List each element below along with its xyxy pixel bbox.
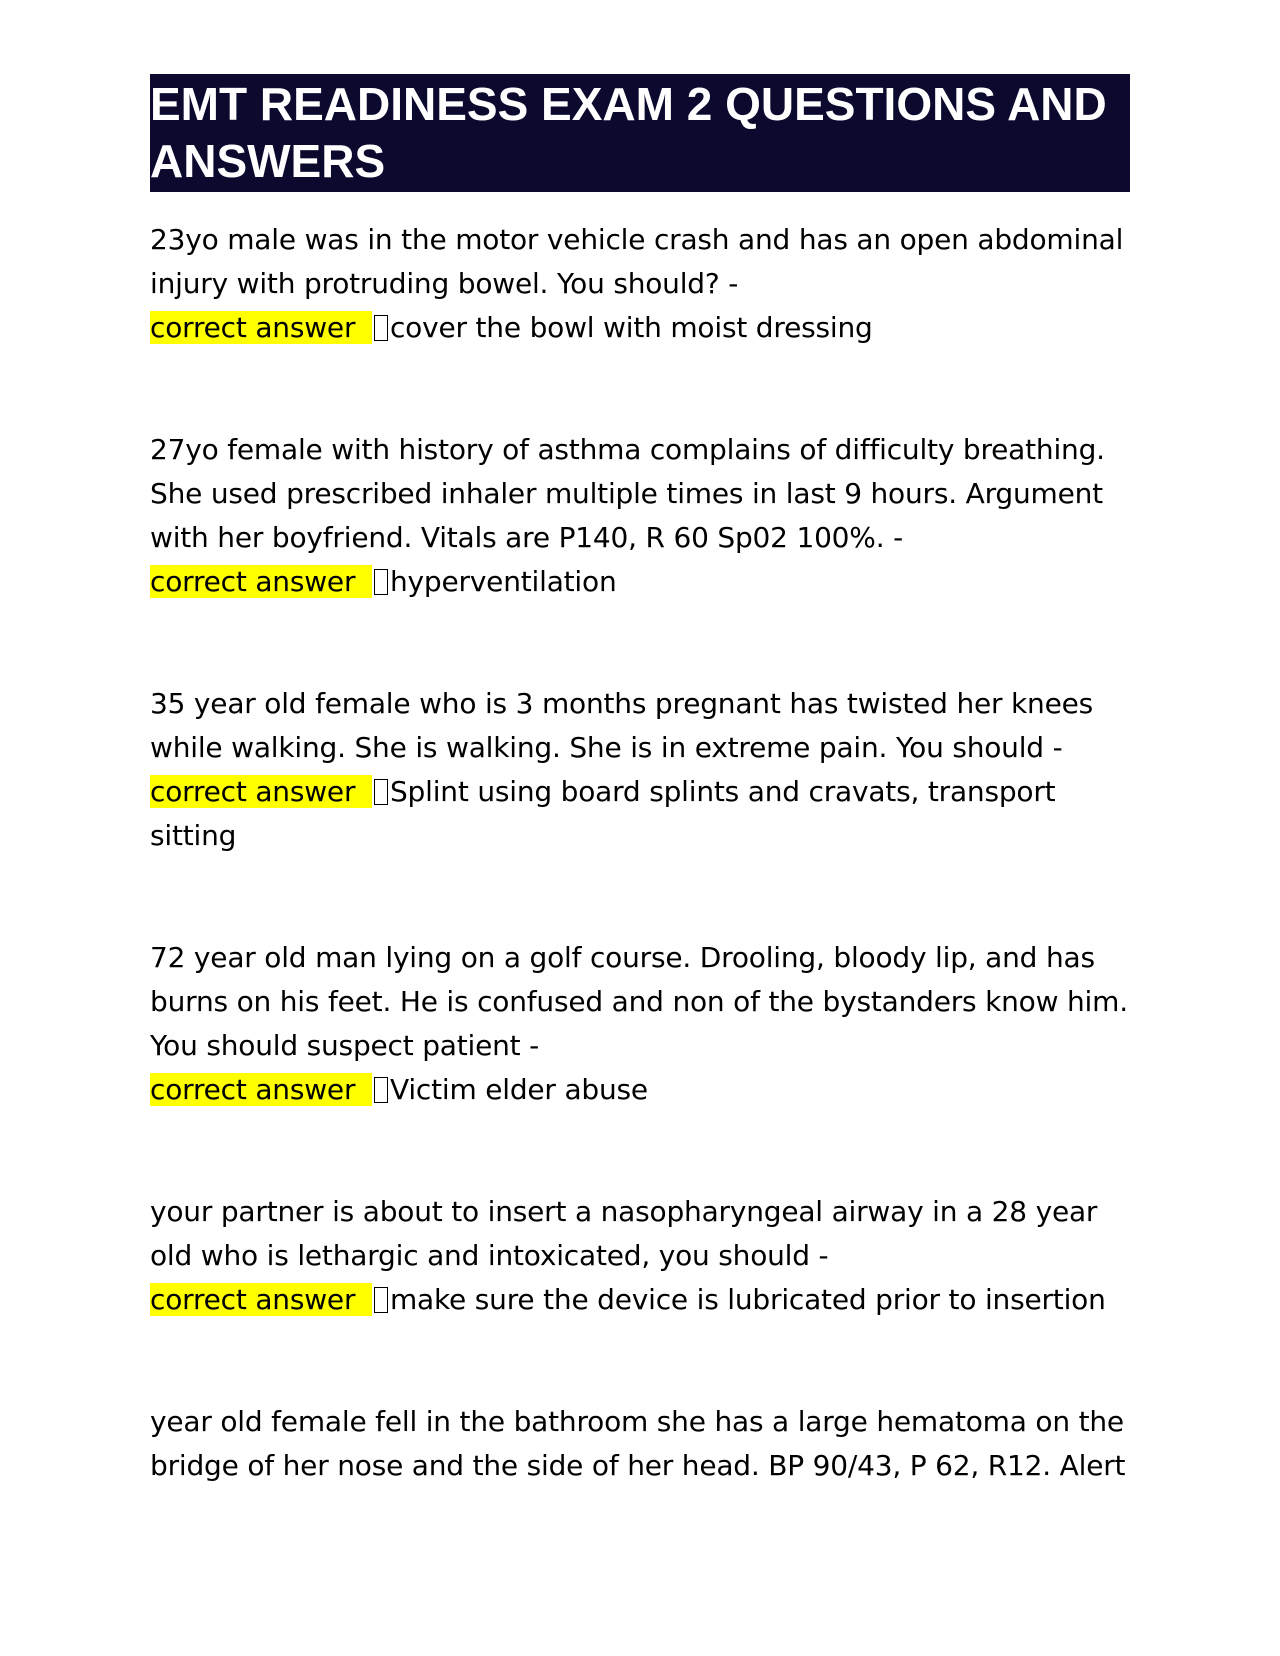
document-page bbox=[150, 74, 1130, 1566]
question-text: year old female fell in the bathroom she has a large hematoma on the bridge of her nose and the side of her head. BP 90/43, P 62, R12. Alert bbox=[150, 1405, 1126, 1482]
qa-list bbox=[150, 218, 1130, 1488]
answer-label: correct answer bbox=[150, 1283, 372, 1316]
answer-line bbox=[150, 560, 1130, 604]
qa-item bbox=[150, 1190, 1130, 1322]
answer-label: correct answer bbox=[150, 311, 372, 344]
answer-line bbox=[150, 306, 1130, 350]
answer-text: cover the bowl with moist dressing bbox=[389, 311, 873, 344]
question-text: 35 year old female who is 3 months pregnant has twisted her knees while walking. She is walking. She is in extreme pain. You should - bbox=[150, 687, 1094, 764]
answer-text: Splint using board splints and cravats, transport sitting bbox=[150, 775, 1056, 852]
answer-line bbox=[150, 1278, 1130, 1322]
qa-item bbox=[150, 218, 1130, 350]
qa-item bbox=[150, 1400, 1130, 1488]
answer-label: correct answer bbox=[150, 775, 372, 808]
missing-glyph-icon bbox=[374, 1287, 388, 1313]
question-text: 23yo male was in the motor vehicle crash and has an open abdominal injury with protruding bowel. You should? - bbox=[150, 223, 1124, 300]
missing-glyph-icon bbox=[374, 315, 388, 341]
missing-glyph-icon bbox=[374, 569, 388, 595]
qa-item bbox=[150, 682, 1130, 858]
document-title: EMT READINESS EXAM 2 QUESTIONS AND ANSWERS bbox=[150, 74, 1130, 192]
qa-item bbox=[150, 428, 1130, 604]
answer-label: correct answer bbox=[150, 565, 372, 598]
qa-item bbox=[150, 936, 1130, 1112]
question-text: your partner is about to insert a nasopharyngeal airway in a 28 year old who is lethargic and intoxicated, you should - bbox=[150, 1195, 1098, 1272]
answer-text: Victim elder abuse bbox=[389, 1073, 648, 1106]
answer-line bbox=[150, 770, 1130, 858]
answer-text: make sure the device is lubricated prior to insertion bbox=[389, 1283, 1106, 1316]
missing-glyph-icon bbox=[374, 1077, 388, 1103]
answer-line bbox=[150, 1068, 1130, 1112]
question-text: 27yo female with history of asthma complains of difficulty breathing. She used prescribed inhaler multiple times in last 9 hours. Argument with her boyfriend. Vitals are P140, R 60 Sp02 100%. - bbox=[150, 433, 1105, 554]
question-text: 72 year old man lying on a golf course. Drooling, bloody lip, and has burns on his feet. He is confused and non of the bystanders know him. You should suspect patient - bbox=[150, 941, 1128, 1062]
missing-glyph-icon bbox=[374, 779, 388, 805]
answer-label: correct answer bbox=[150, 1073, 372, 1106]
answer-text: hyperventilation bbox=[389, 565, 617, 598]
